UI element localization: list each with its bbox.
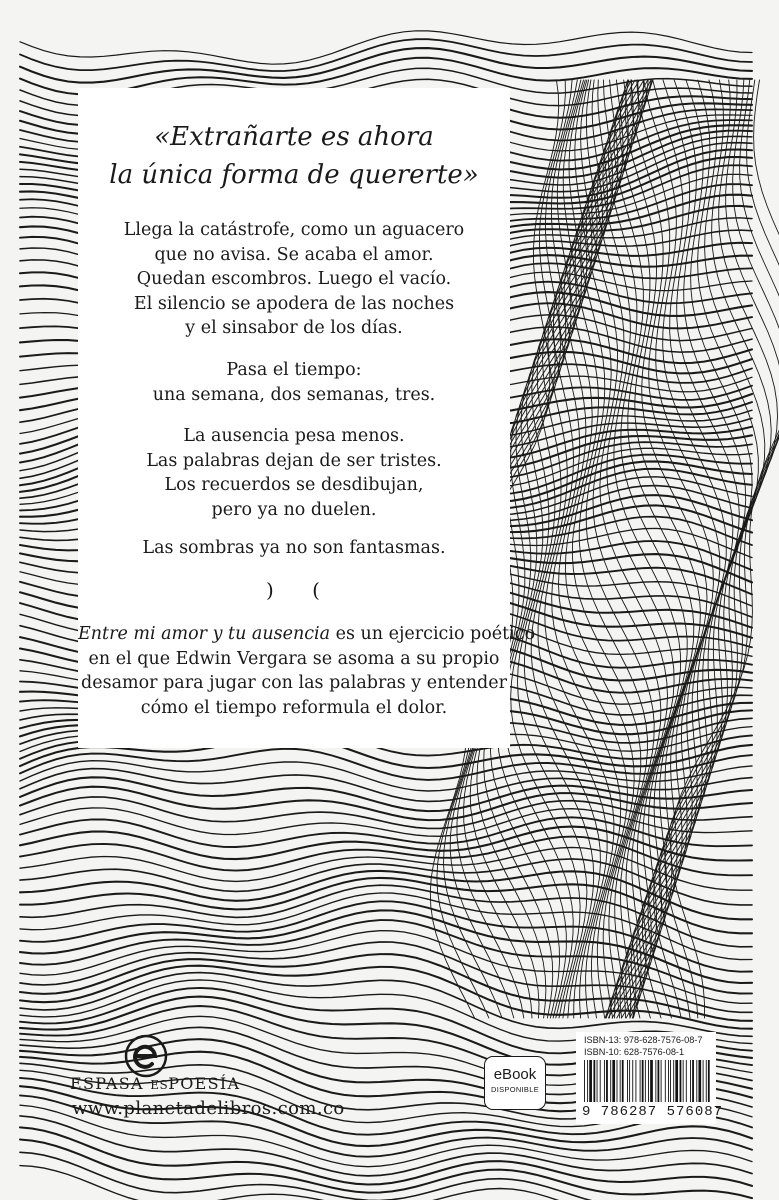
stanza-line: Las sombras ya no son fantasmas. (142, 538, 446, 558)
stanza-line: Pasa el tiempo: (226, 360, 362, 380)
pull-quote (78, 118, 510, 194)
mark-left: ) (266, 578, 276, 602)
espasa-logo-icon (124, 1034, 168, 1078)
blurb-line-3: desamor para jugar con las palabras y entender (81, 673, 507, 693)
quote-line-1: «Extrañarte es ahora (154, 122, 434, 152)
brand-espasa: ESPASA (70, 1074, 151, 1093)
barcode (582, 1060, 710, 1102)
brand-poesia: POESÍA (168, 1074, 241, 1093)
stanza-1 (78, 218, 510, 341)
quote-line-2: la única forma de quererte» (109, 160, 479, 190)
stanza-line: La ausencia pesa menos. (183, 426, 405, 446)
stanza-line: Las palabras dejan de ser tristes. (146, 450, 442, 471)
barcode-digits: 9 786287 576087 (582, 1104, 724, 1120)
book-blurb (78, 622, 536, 720)
brand-es: ES (150, 1078, 169, 1092)
ebook-subtitle: DISPONIBLE (490, 1085, 539, 1094)
mark-right: ( (312, 578, 322, 602)
blurb-line-2: en el que Edwin Vergara se asoma a su propio (88, 648, 500, 669)
blurb-line-1 (78, 622, 536, 647)
stanza-line: Quedan escombros. Luego el vacío. (136, 269, 452, 289)
stanza-3 (78, 424, 510, 522)
stanza-line: una semana, dos semanas, tres. (152, 384, 436, 405)
stanza-line: pero ya no duelen. (211, 499, 377, 520)
isbn-13: ISBN-13: 978-628-7576-08-7 (584, 1035, 703, 1045)
stanza-2 (78, 358, 510, 407)
ebook-title: eBook (493, 1066, 537, 1083)
isbn-block (576, 1032, 724, 1124)
stanza-line: y el sinsabor de los días. (185, 318, 403, 338)
stanza-line: Los recuerdos se desdibujan, (164, 475, 424, 495)
book-title: Entre mi amor y tu ausencia (78, 624, 331, 644)
ebook-badge (484, 1056, 546, 1110)
blurb-line-1-rest: es un ejercicio poético (330, 624, 536, 644)
blurb-line-4: cómo el tiempo reformula el dolor. (140, 697, 448, 718)
stanza-line: Llega la catástrofe, como un aguacero (123, 220, 465, 240)
stanza-line: El silencio se apodera de las noches (133, 293, 455, 314)
section-marks (78, 578, 510, 602)
isbn-10: ISBN-10: 628-7576-08-1 (584, 1047, 685, 1057)
stanza-4 (78, 536, 510, 561)
publisher-url: www.planetadelibros.com.co (72, 1098, 345, 1119)
stanza-line: que no avisa. Se acaba el amor. (154, 244, 434, 265)
publisher-brand (70, 1074, 240, 1093)
